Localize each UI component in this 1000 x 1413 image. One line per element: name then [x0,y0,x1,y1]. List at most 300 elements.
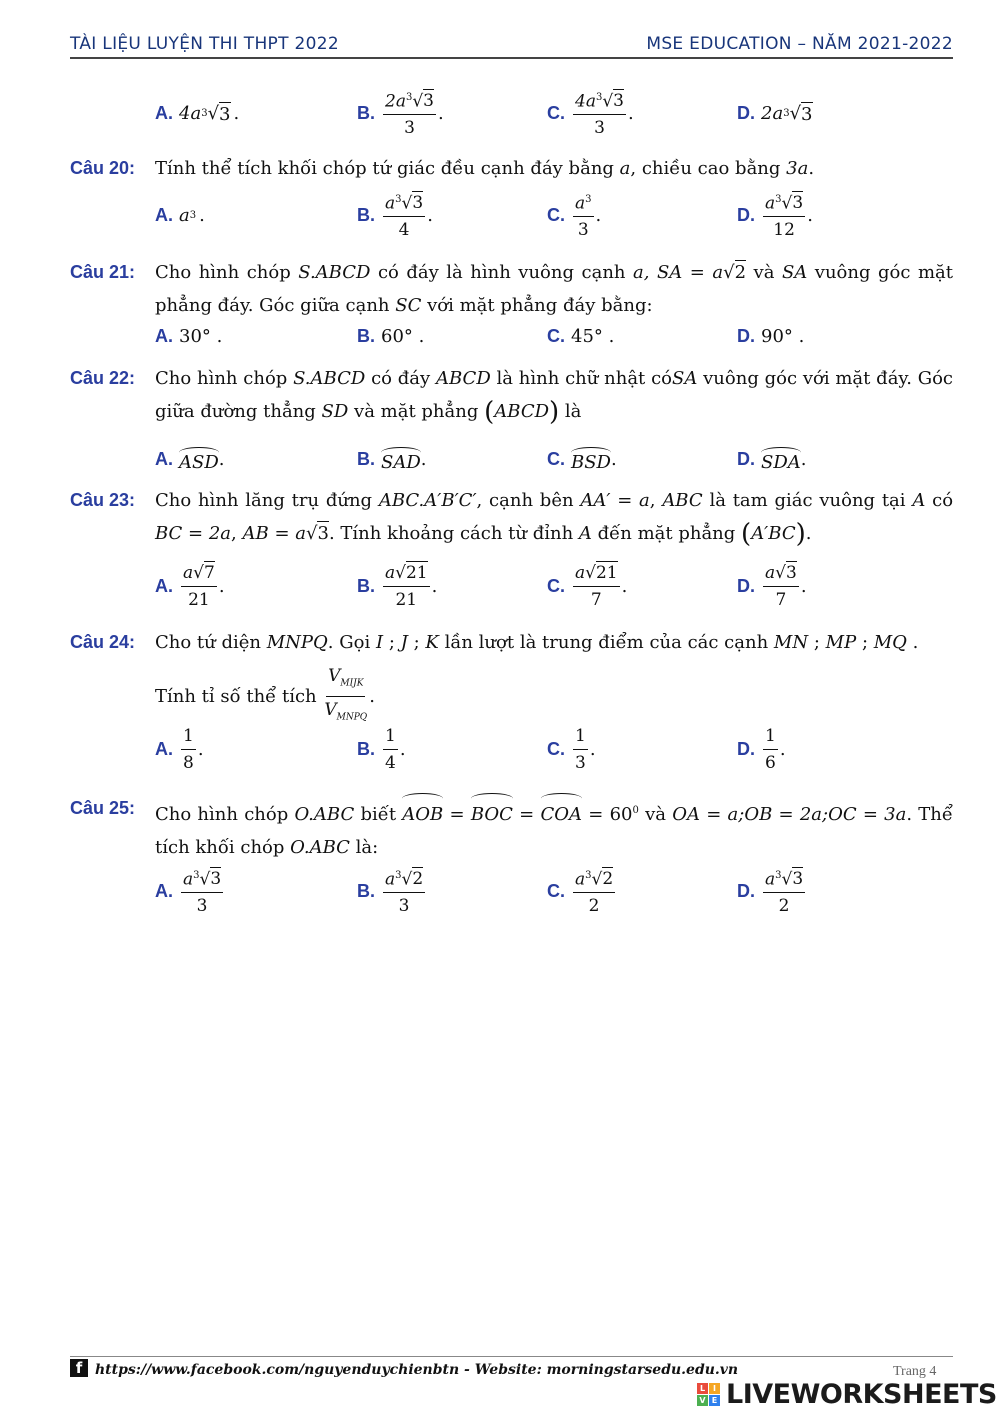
text-fragment: là [564,401,582,422]
fraction [763,189,805,242]
fraction-numerator [573,189,594,218]
math-term: a [183,869,194,890]
q22-option-d[interactable] [737,434,807,484]
logo-text: LIVEWORKSHEETS [726,1379,997,1410]
fraction [763,865,805,918]
option-letter: A. [155,880,173,901]
text-fragment: . [438,102,444,124]
math-term: SA [781,262,808,283]
text-fragment: có [932,490,954,511]
logo-tile: V [697,1395,708,1406]
text-fragment: , chiều cao bằng [630,158,781,179]
math-term: OA = a;OB = 2a;OC = 3a [672,804,907,825]
text-fragment: với mặt phẳng đáy bằng: [427,295,653,316]
q23-option-d[interactable] [737,561,807,611]
radicand: 3 [613,91,624,112]
text-fragment: Cho hình lăng trụ đứng [155,490,373,511]
radicand: 3 [317,523,329,544]
text-fragment: . [912,632,919,653]
q19-option-a[interactable] [155,88,239,138]
math-term: J [400,632,408,653]
fraction-numerator [383,189,425,218]
math-term: a [575,869,586,890]
q21-answers [155,318,955,354]
footer-link[interactable]: https://www.facebook.com/nguyenduychienbtn - Website: morningstarsedu.edu.vn [95,1362,739,1378]
text-fragment: . [369,685,375,707]
fraction-numerator: 1 [383,725,398,750]
sqrt-symbol: √ [781,869,793,890]
text-fragment: . [800,448,807,470]
math-term: a [385,869,396,890]
option-letter: B. [357,102,375,123]
fraction-numerator [573,87,626,116]
sqrt-symbol: √ [207,102,220,124]
text-fragment: . [233,102,240,124]
question-22 [70,362,953,429]
fraction-numerator [383,87,436,116]
fraction-numerator [763,865,805,894]
math-term: MIJK [340,678,364,689]
math-term: O.ABC [290,837,350,858]
option-letter: B. [357,204,375,225]
q19-answers [155,88,955,138]
q22-option-c[interactable] [547,434,617,484]
fraction [573,189,594,242]
option-letter: C. [547,575,565,596]
text-fragment: Cho hình chóp [155,368,288,389]
q20-option-b[interactable] [357,190,433,240]
q21-option-c[interactable] [547,318,614,354]
math-term: SA [672,368,698,389]
option-letter: A. [155,204,173,225]
angle-mark: COA [541,792,583,831]
logo-tile: I [709,1383,720,1394]
text-fragment: . Gọi [327,632,371,653]
q25-answers [155,866,955,916]
question-text [155,484,953,551]
math-term: ABCD [435,368,491,389]
text-fragment: Tính thể tích khối chóp tứ giác đều cạnh đáy bằng [155,158,614,179]
sqrt-symbol: √ [585,562,596,583]
q20-option-d[interactable] [737,190,813,240]
fraction-numerator [573,562,620,587]
q25-option-c[interactable] [547,866,617,916]
question-text [155,792,953,864]
text-fragment: và [753,262,775,283]
footer-divider [70,1356,953,1357]
fraction-denominator: 2 [588,896,600,917]
sqrt-symbol: √ [395,562,406,583]
exponent: 3 [189,209,197,221]
option-letter: C. [547,325,565,346]
text-fragment: đến mặt phẳng [597,523,736,544]
fraction-numerator [181,865,223,894]
exponent: 3 [405,91,413,103]
fraction [763,725,778,774]
option-letter: C. [547,880,565,901]
fraction-denominator: 3 [404,118,415,139]
exponent: 3 [201,107,208,119]
text-fragment: . [621,575,628,597]
angle-mark: BOC [471,792,513,831]
math-term: 4a [179,102,202,124]
text-fragment: . [595,204,602,226]
math-term: A [912,490,926,511]
logo-tile: E [709,1395,720,1406]
fraction-denominator: 4 [385,752,396,773]
sqrt-symbol: √ [193,562,204,583]
text-fragment: ; [413,632,420,653]
fraction [181,725,196,774]
question-text-line2 [155,665,953,729]
fraction [573,725,588,774]
math-term: S.ABCD [298,262,371,283]
fraction-numerator [763,189,805,218]
q23-answers [155,561,955,611]
text-fragment: ; [861,632,869,653]
fraction-denominator: 4 [398,220,410,241]
q24-option-c[interactable] [547,724,596,774]
math-term: SC [395,295,422,316]
math-term: MNPQ [336,712,368,723]
text-fragment: . Tính khoảng cách từ đỉnh [328,523,574,544]
header-title: TÀI LIỆU LUYỆN THI THPT 2022 [70,34,339,54]
math-term: S.ABCD [293,368,366,389]
fraction-denominator: 3 [398,896,410,917]
text-fragment: . [805,523,812,544]
fraction-numerator: 1 [573,725,588,750]
option-letter: C. [547,448,565,469]
parenthesis: ) [795,519,806,549]
radicand: 3 [792,869,804,890]
math-term: 3a [786,158,809,179]
text-fragment: . [431,575,438,597]
parenthesis: ( [484,397,495,427]
math-term: V [328,666,341,686]
fraction [383,189,425,242]
exponent: 3 [783,107,790,119]
math-term: a [619,158,631,179]
option-letter: D. [737,204,755,225]
facebook-icon[interactable]: f [70,1359,88,1377]
question-label: Câu 23: [70,490,136,510]
text-fragment: Cho hình chóp [155,262,291,283]
text-fragment: . [427,204,433,226]
option-letter: B. [357,880,375,901]
q21-option-a[interactable] [155,318,222,354]
radicand: 3 [219,103,231,125]
q19-option-c[interactable] [547,88,634,138]
math-term: MQ [873,632,907,653]
text-fragment: . [197,738,204,760]
q25-option-a[interactable] [155,866,225,916]
math-term: K [425,632,439,653]
exponent: 3 [395,193,402,205]
text-fragment: . [628,102,634,124]
text-fragment: lần lượt là trung điểm của các cạnh [444,632,769,653]
option-letter: D. [737,325,755,346]
text-fragment: biết [360,804,397,825]
math-term: , SA = a [643,262,724,283]
fraction-numerator [181,562,217,587]
fraction [573,562,620,611]
option-letter: D. [737,575,755,596]
fraction [763,562,799,611]
parenthesis: ) [549,397,560,427]
radicand: 3 [210,869,222,890]
text-fragment: . [218,448,225,470]
text-fragment: 45° . [571,325,615,347]
text-fragment: . [611,448,617,470]
fraction-denominator: 6 [765,752,776,773]
math-term: ABC [662,490,703,511]
math-term: V [324,700,337,721]
option-letter: D. [737,738,755,759]
option-letter: C. [547,102,565,123]
q20-option-a[interactable] [155,190,205,240]
math-term: A [578,523,592,544]
sqrt-symbol: √ [781,193,793,214]
fraction [383,562,430,611]
radicand: 3 [785,562,797,583]
angle-mark: BSD [571,446,611,473]
option-letter: C. [547,204,565,225]
radicand: 21 [405,562,428,583]
text-fragment: . [399,738,406,760]
math-term: O.ABC [294,804,355,825]
math-term: a [575,193,586,214]
math-term: 2a [385,91,406,112]
radicand: 7 [203,562,215,583]
q22-option-b[interactable] [357,434,427,484]
q20-answers [155,190,955,240]
math-term: AB = a [242,523,306,544]
question-25 [70,792,953,864]
q22-option-a[interactable] [155,434,225,484]
page-header [70,30,953,58]
fraction-numerator [573,865,615,894]
page-number: Trang 4 [893,1364,937,1379]
q22-answers [155,434,955,484]
sqrt-symbol: √ [306,523,318,544]
exponent: 3 [775,193,782,205]
fraction-numerator [383,865,425,894]
q24-option-b[interactable] [357,724,406,774]
exponent: 0 [632,805,639,816]
math-term: a [183,562,194,583]
angle-mark: ASD [179,446,219,473]
q24-option-a[interactable] [155,724,204,774]
parenthesis: ( [741,519,752,549]
sqrt-symbol: √ [602,91,614,112]
text-fragment: và [645,804,666,825]
option-letter: A. [155,325,173,346]
radicand: 3 [423,91,434,112]
text-fragment: Cho hình chóp [155,804,289,825]
q21-option-d[interactable] [737,318,804,354]
angle-mark: AOB [402,792,443,831]
math-term: a [765,869,776,890]
text-fragment: ; [813,632,820,653]
question-label: Câu 21: [70,262,136,282]
option-letter: A. [155,102,173,123]
question-text [155,362,953,429]
header-divider [70,57,953,59]
text-fragment: . [779,738,786,760]
math-term: 2a [761,102,784,124]
sqrt-symbol: √ [401,193,413,214]
radicand: 21 [595,562,618,583]
option-letter: A. [155,448,173,469]
q23-option-b[interactable] [357,561,437,611]
fraction-numerator [383,562,430,587]
math-term: a [765,193,776,214]
text-fragment: . [218,575,225,597]
q23-option-c[interactable] [547,561,627,611]
math-term: a [575,562,586,583]
fraction [573,865,615,918]
text-fragment: Tính tỉ số thể tích [155,685,317,707]
text-fragment: 60° . [381,325,425,347]
option-letter: B. [357,448,375,469]
text-fragment: . [589,738,596,760]
fraction [573,87,626,140]
header-publisher: MSE EDUCATION – NĂM 2021-2022 [646,34,953,54]
math-term: a [179,204,190,226]
question-text [155,626,953,659]
logo-tile: L [697,1383,708,1394]
q25-option-b[interactable] [357,866,427,916]
option-letter: C. [547,738,565,759]
text-fragment: , [231,523,237,544]
fraction [181,865,223,918]
math-term: MNPQ [266,632,328,653]
question-label: Câu 20: [70,158,136,178]
fraction-numerator: 1 [763,725,778,750]
text-fragment: vuông góc với mặt đáy. Góc giữa đường thẳng [155,368,953,422]
text-fragment: có đáy là hình vuông cạnh [377,262,626,283]
volume-ratio [324,665,367,729]
math-term: a [633,262,644,283]
exponent: 3 [193,869,200,881]
fraction-denominator: 2 [778,896,790,917]
text-fragment: = [449,804,465,825]
exponent: 3 [585,869,592,881]
sqrt-symbol: √ [401,869,413,890]
fraction-denominator: 3 [594,118,605,139]
option-letter: A. [155,575,173,596]
q19-option-b[interactable] [357,88,444,138]
q24-answers [155,724,955,774]
radicand: 3 [792,193,804,214]
radicand: 2 [602,869,614,890]
exponent: 3 [585,193,592,205]
text-fragment: là tam giác vuông tại [709,490,906,511]
fraction [383,87,436,140]
angle-mark: SDA [761,446,801,473]
q20-option-c[interactable] [547,190,601,240]
fraction-denominator: 21 [395,589,418,610]
text-fragment: là: [355,837,379,858]
math-term: SD [321,401,349,422]
radicand: 2 [412,869,424,890]
text-fragment: . [808,158,815,179]
text-fragment: . [199,204,205,226]
fraction-denominator: 8 [183,752,194,773]
text-fragment: . [420,448,427,470]
sqrt-symbol: √ [723,262,735,283]
question-text [155,256,953,322]
radicand: 2 [734,262,747,283]
fraction-denominator: 3 [577,220,589,241]
math-term: a [385,193,396,214]
math-term: I [375,632,384,653]
math-term: AA′ = a [580,490,650,511]
fraction-numerator [763,562,799,587]
fraction [181,562,217,611]
fraction-denominator: 12 [773,220,795,241]
fraction-denominator: 7 [590,589,602,610]
math-term: 4a [575,91,596,112]
fraction-denominator: 21 [188,589,210,610]
fraction-numerator [326,665,365,697]
text-fragment: . [800,575,807,597]
text-fragment: Cho tứ diện [155,632,261,653]
text-fragment: , [649,490,656,511]
option-letter: D. [737,102,755,123]
q23-option-a[interactable] [155,561,225,611]
text-fragment: = [519,804,535,825]
q24-option-d[interactable] [737,724,786,774]
question-21 [70,256,953,322]
math-term: A′BC [751,523,796,544]
logo-grid-icon [697,1383,720,1406]
text-fragment: . [807,204,813,226]
exponent: 3 [775,869,782,881]
text-fragment: 90° . [761,325,805,347]
text-fragment: , cạnh bên [476,490,574,511]
fraction [383,725,398,774]
liveworksheets-logo[interactable] [697,1379,997,1410]
sqrt-symbol: √ [591,869,603,890]
q25-option-d[interactable] [737,866,807,916]
question-label: Câu 25: [70,798,136,818]
option-letter: A. [155,738,173,759]
math-term: ABCD [494,401,550,422]
math-term: a [765,562,776,583]
sqrt-symbol: √ [412,91,424,112]
text-fragment: vuông góc mặt phẳng đáy. Góc giữa cạnh [155,262,953,316]
option-letter: B. [357,575,375,596]
text-fragment: = 60 [588,804,633,825]
text-fragment: có đáy [371,368,431,389]
text-fragment: 30° . [179,325,223,347]
question-23 [70,484,953,551]
sqrt-symbol: √ [199,869,211,890]
question-24 [70,626,953,729]
text-fragment: . Thể tích khối chóp [155,804,953,858]
exponent: 3 [595,91,603,103]
radicand: 3 [801,103,813,125]
question-label: Câu 22: [70,368,136,388]
fraction-denominator: 3 [575,752,586,773]
angle-mark: SAD [381,446,421,473]
q19-option-d[interactable] [737,88,813,138]
text-fragment: là hình chữ nhật có [496,368,672,389]
q21-option-b[interactable] [357,318,424,354]
question-label: Câu 24: [70,632,136,652]
text-fragment: ; [388,632,395,653]
